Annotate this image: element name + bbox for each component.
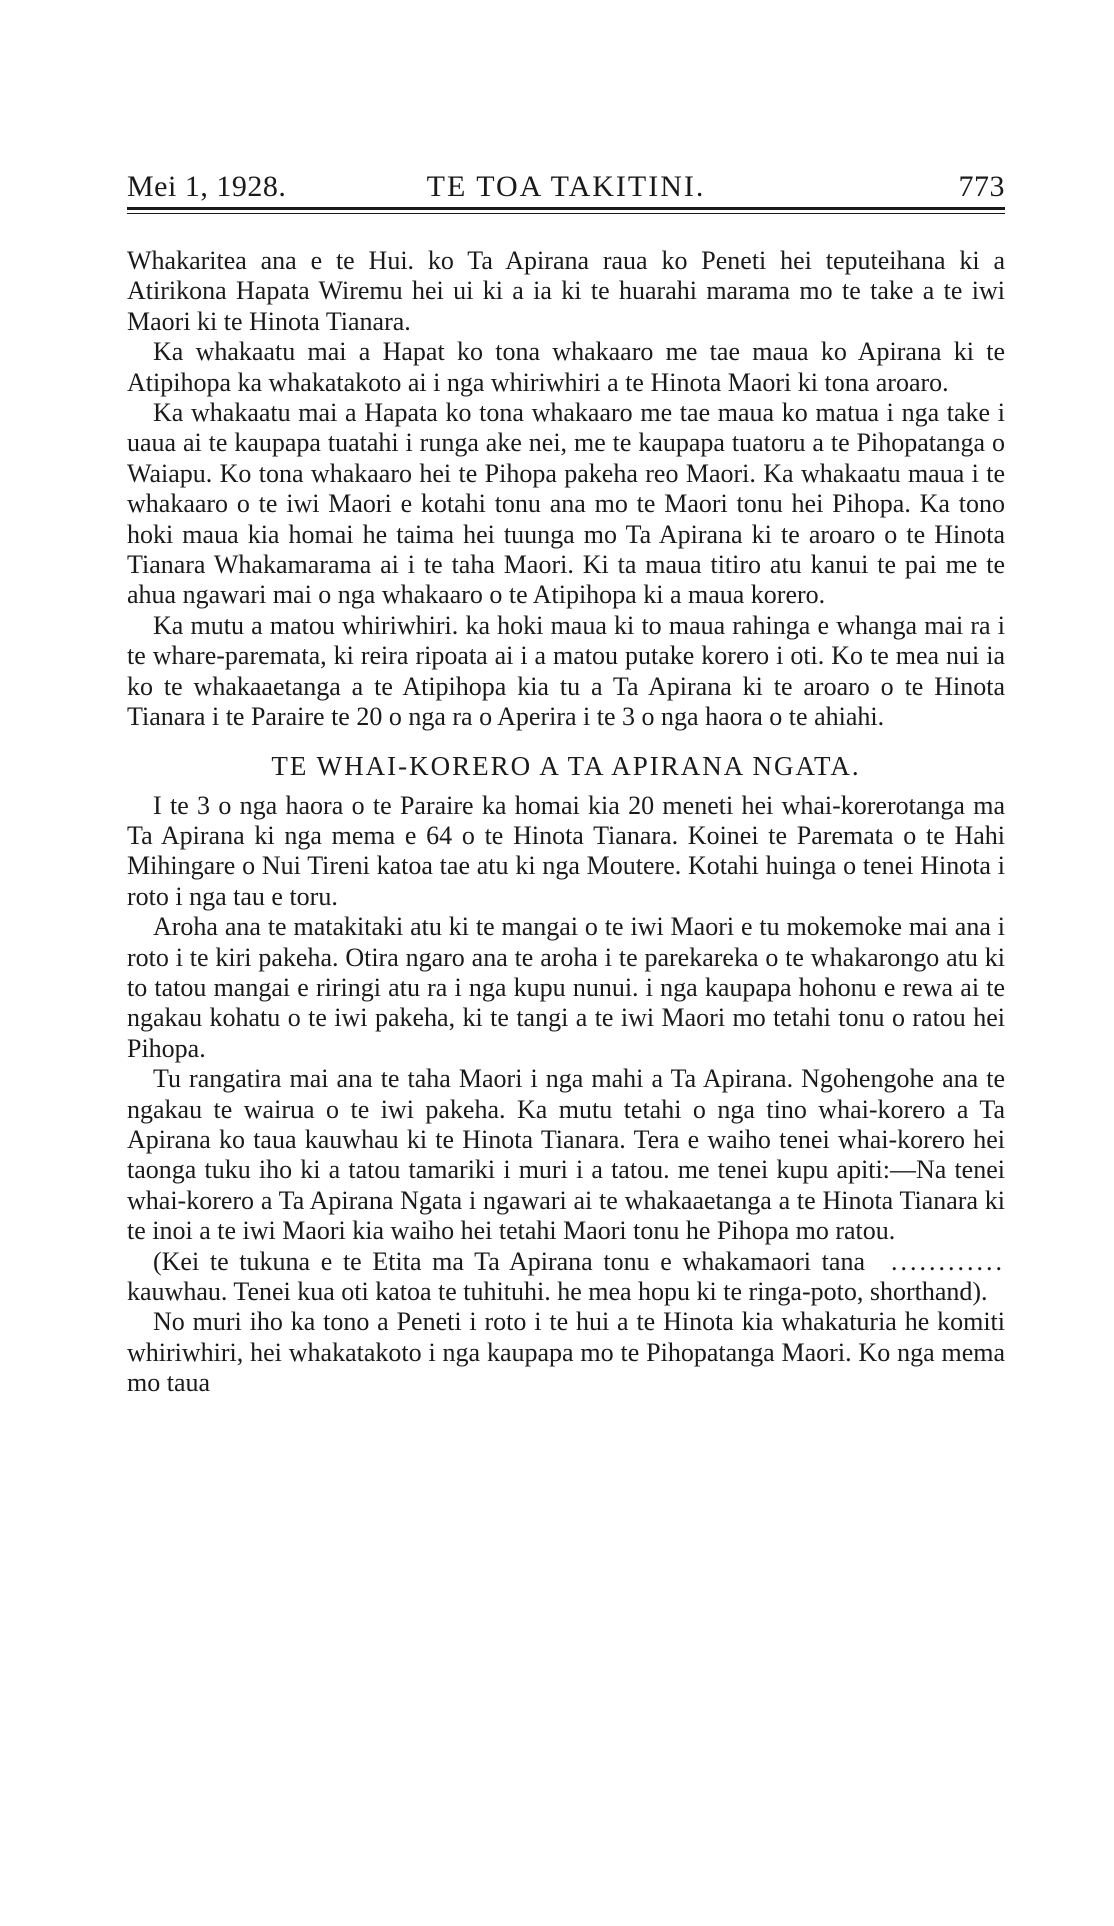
section-heading: TE WHAI-KORERO A TA APIRANA NGATA.	[271, 750, 861, 781]
paragraph: (Kei te tukuna e te Etita ma Ta Apirana tonu e whakamaori tana kauwhau. Tenei kua oti katoa te tuhituhi. he mea hopu ki te ringa-poto, shorthand).	[127, 1246, 988, 1306]
paragraph: I te 3 o nga haora o te Paraire ka homai kia 20 meneti hei whai-korerotanga ma Ta Apirana ki nga mema e 64 o te Hinota Tianara. Koinei te Paremata o te Hahi Mihingare o Nui Tireni katoa tae atu ki nga Moutere. Kotahi huinga o tenei Hinota i roto i nga tau e toru.	[127, 790, 1005, 911]
article-body	[127, 246, 1005, 1399]
header-rule-thin	[127, 213, 1005, 214]
running-header	[127, 170, 1005, 210]
paragraph: Ka whakaatu mai a Hapat ko tona whakaaro me tae maua ko Apirana ki te Atipihopa ka whakatakoto ai i nga whiriwhiri a te Hinota Maori ki tona aroaro.	[127, 337, 1005, 397]
paragraph: Whakaritea ana e te Hui. ko Ta Apirana raua ko Peneti hei teputeihana ki a Atirikona Hapata Wiremu hei ui ki a ia ki te huarahi marama mo te take a te iwi Maori ki te Hinota Tianara.	[127, 246, 1005, 336]
page-number: 773	[958, 170, 1005, 203]
paragraph: Aroha ana te matakitaki atu ki te mangai o te iwi Maori e tu mokemoke mai ana i roto i te kiri pakeha. Otira ngaro ana te aroha i te parekareka o te whakarongo atu ki to tatou mangai e riringi atu ra i nga kupu nunui. i nga kaupapa hohonu e rewa ai te ngakau kohatu o te iwi pakeha, ki te tangi a te iwi Maori mo tetahi tonu o ratou hei Pihopa.	[127, 912, 1005, 1063]
publication-title: TE TOA TAKITINI.	[426, 170, 706, 203]
paragraph-text: Tu rangatira mai ana te taha Maori i nga mahi a Ta Apirana. Ngohengohe ana te ngakau te wairua o te iwi pakeha. Ka mutu tetahi o nga tino whai-korero a Ta Apirana ko taua kauwhau ki te Hinota Tianara. Tera e waiho tenei whai-korero hei taonga tuku iho ki a tatou tamariki i muri i a tatou. me tenei kupu apiti:—Na tenei whai-korero a Ta Apirana Ngata i ngawari ai te whakaaetanga a te Hinota Tianara ki te inoi a te iwi Maori kia waiho hei tetahi Maori tonu he Pihopa mo ratou.	[127, 1064, 1005, 1246]
paragraph: Ka mutu a matou whiriwhiri. ka hoki maua ki to maua rahinga e whanga mai ra i te whare-paremata, ki reira ripoata ai i a matou putake korero i oti. Ko te mea nui ia ko te whakaaetanga a te Atipihopa kia tu a Ta Apirana ki te aroaro o te Hinota Tianara i te Paraire te 20 o nga ra o Aperira i te 3 o nga haora o te ahiahi.	[127, 610, 1005, 732]
header-rule-thick	[127, 207, 1005, 210]
paragraph: No muri iho ka tono a Peneti i roto i te hui a te Hinota kia whakaturia he komiti whiriwhiri, hei whakatakoto i nga kaupapa mo te Pihopatanga Maori. Ko nga mema mo taua	[127, 1307, 1005, 1398]
issue-date: Mei 1, 1928.	[127, 170, 287, 203]
ellipsis: ............	[891, 1246, 1005, 1276]
paragraph: Ka whakaatu mai a Hapata ko tona whakaaro me tae maua ko matua i nga take i uaua ai te kaupapa tuatahi i runga ake nei, me te kaupapa tuatoru a te Pihopatanga o Waiapu. Ko tona whakaaro hei te Pihopa pakeha reo Maori. Ka whakaatu maua i te whakaaro o te iwi Maori e kotahi tonu ana mo te Maori tonu hei Pihopa. Ka tono hoki maua kia homai he taima hei tuunga mo Ta Apirana ki te aroaro o te Hinota Tianara Whakamarama ai i te taha Maori. Ki ta maua titiro atu kanui te pai me te ahua ngawari mai o nga whakaaro o te Atipihopa ki a maua korero.	[127, 398, 1005, 610]
